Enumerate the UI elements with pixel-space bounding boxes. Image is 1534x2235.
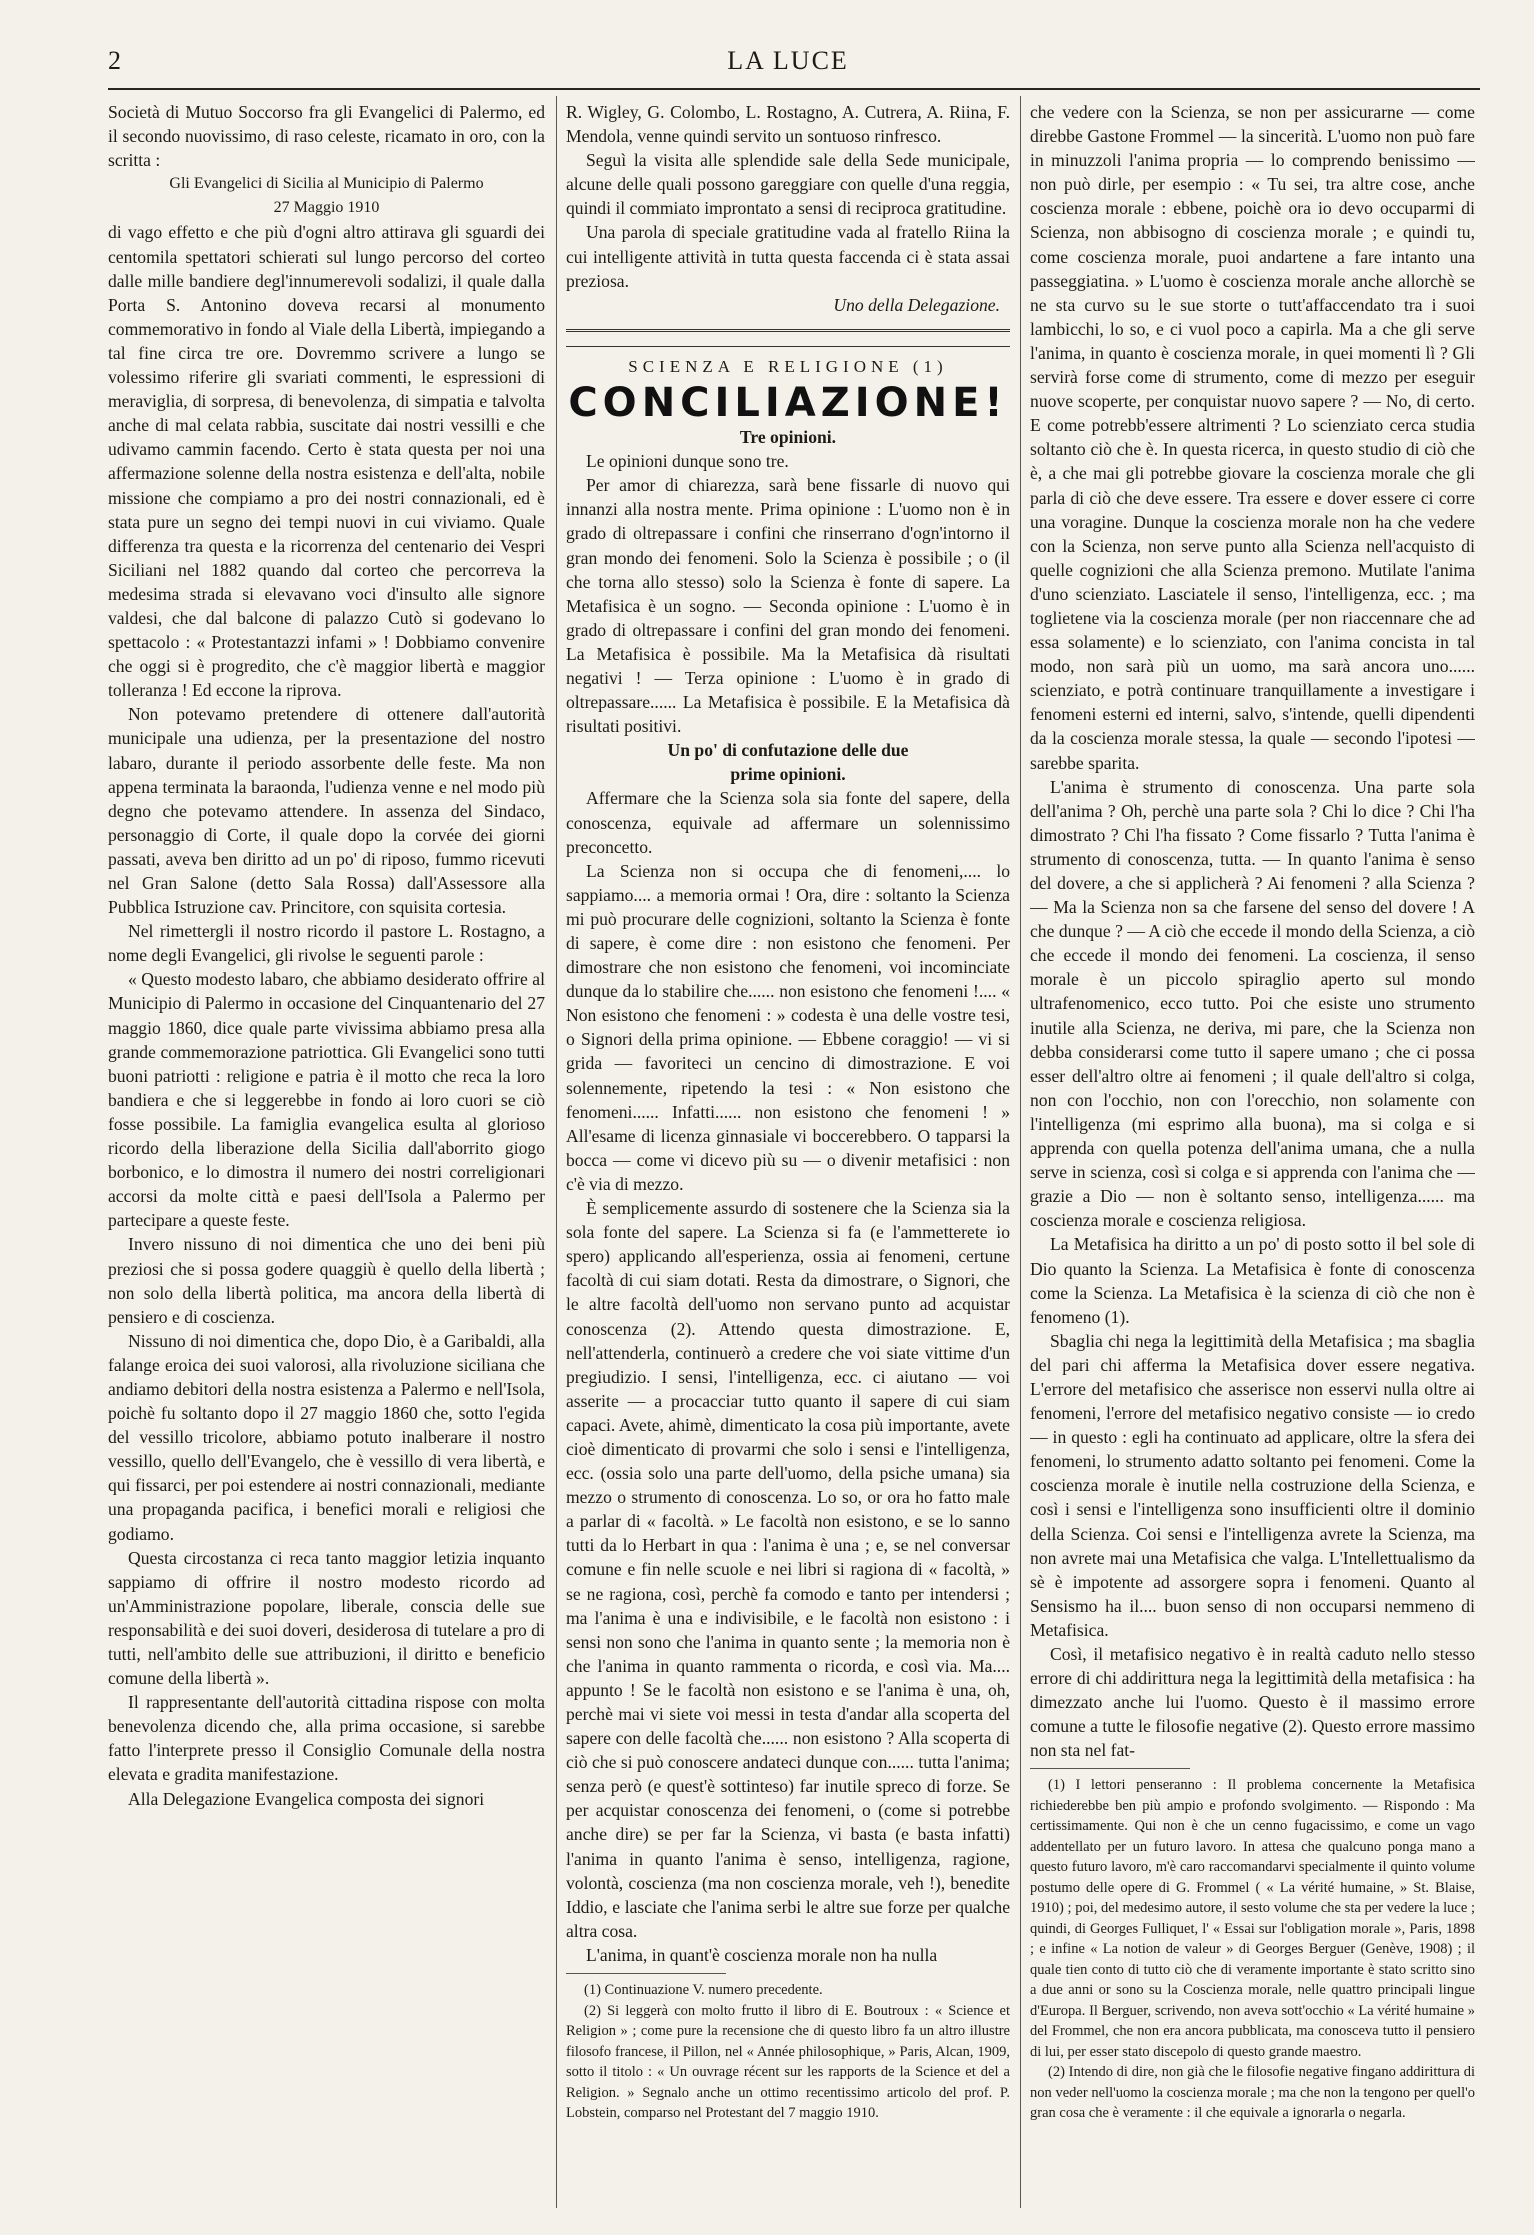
header-rule bbox=[108, 88, 1480, 90]
article-subhead: Un po' di confutazione delle due bbox=[667, 740, 909, 761]
column-1 bbox=[108, 100, 545, 2210]
article-paragraph: che vedere con la Scienza, se non per assicurarne — come direbbe Gastone Frommel — la sincerità. L'uomo non può fare in minuzzoli l'anima propria — lo comprendo benissimo — non può dirle, per esempio : « Tu sei, tra altre cose, anche coscienza morale : ebbene, poichè ora io devo occuparmi di Scienza, non abbisogno di coscienza morale ; e quindi tu, come coscienza morale, puoi andartene a fare intanto una passeggiatina. » L'uomo è coscienza morale anche allorchè se ne sta curvo su le sue storte o tutt'affaccendato tra i suoi lambicchi, lo so, e ci vuol poco a capirla. Ma a che gli serve l'anima, in quanto è coscienza morale, in quei momenti lì ? Gli servirà forse come di strumento, come di mezzo per eseguir nuove scoperte, per conquistar nuovo sapere ? — No, di certo. E come potrebb'essere altrimenti ? Lo scienziato cerca studia soltanto ciò che è. In questa ricerca, in questo studio di ciò che è, a che mai gli potrebbe giovare la coscienza morale che gli parla di ciò che deve essere. Tra essere e dover essere ci corre una voragine. Dunque la coscienza morale non ha che vedere con la Scienza, non serve punto alla Scienza nell'acquisto di quelle cognizioni che alla Scienza premono. Mutilate l'anima d'uno scienziato. Lasciatele il senso, l'intelligenza, ecc. ; ma toglietene via la coscienza morale (per non riaccennare che ad essa solamente) e lo scienziato, con l'anima concista in tal modo, non sarà più un uomo, ma sarà ancora uno...... scienziato, e potrà continuare tranquillamente a investigare i fenomeni esterni ed interni, salvo, s'intende, quelli dipendenti da la coscienza morale stessa, la quale — secondo l'ipotesi — sarebbe sparita. bbox=[1030, 102, 1475, 773]
article-paragraph: Il rappresentante dell'autorità cittadina rispose con molta benevolenza dicendo che, alla prima occasione, si sarebbe fatto l'interprete presso il Consiglio Comunale della nostra elevata e gradita manifestazione. bbox=[108, 1692, 545, 1785]
article-paragraph: « Questo modesto labaro, che abbiamo desiderato offrire al Municipio di Palermo in occasione del Cinquantenario del 27 maggio 1860, dice quale parte vivissima abbiamo presa alla grande commemorazione patriottica. Gli Evangelici sono tutti buoni patriotti : religione e patria è il motto che reca la loro bandiera e che si leggerebbe in fondo ai loro cuori se ciò fosse possibile. La famiglia evangelica esulta al glorioso ricordo della liberazione della Sicilia dall'aborrito giogo borbonico, e lo dimostra il numero dei nostri correligionari accorsi da molte città e paesi dell'Isola a Palermo per partecipare a queste feste. bbox=[108, 969, 545, 1231]
section-kicker: SCIENZA E RELIGIONE (1) bbox=[628, 356, 948, 376]
article-title: CONCILIAZIONE! bbox=[568, 379, 1008, 426]
article-paragraph: Questa circostanza ci reca tanto maggior letizia inquanto sappiamo di offrire il nostro modesto ricordo ad un'Amministrazione popolare, liberale, conscia delle sue responsabilità e dei suoi doveri, desiderosa di tutelare a pro di tutti, nell'ambito delle sue attribuzioni, il diritto e beneficio comune della libertà ». bbox=[108, 1547, 545, 1689]
article-paragraph: Alla Delegazione Evangelica composta dei signori bbox=[128, 1788, 485, 1809]
article-paragraph: Seguì la visita alle splendide sale della Sede municipale, alcune delle quali possono gareggiare con quelle d'una reggia, quindi il commiato improntato a sensi di reciproca gratitudine. bbox=[566, 150, 1010, 219]
article-paragraph: di vago effetto e che più d'ogni altro attirava gli sguardi dei centomila spettatori schierati sul lungo percorso del corteo dalle mille bandiere degl'innumerevoli sodalizi, il quale dalla Porta S. Antonino doveva recarsi al monumento commemorativo in fondo al Viale della Libertà, impiegando a tal fine circa tre ore. Dovremmo scrivere a lungo se volessimo riferire gli svariati commenti, le espressioni di meraviglia, di sorpresa, di benevolenza, di simpatia e talvolta anche di mal celata rabbia, suscitate dai nostri vessilli e che udivamo cammin facendo. Certo è stata questa per noi una affermazione solenne della nostra esistenza e dell'alta, nobile missione che compiamo a pro dei nostri connazionali, ed è stata pure un segno dei tempi nuovi in cui viviamo. Quale differenza tra questa e la ricorrenza del centenario dei Vespri Siciliani nel 1882 quando dal corteo che percorreva la medesima strada si elevavano voci d'insulto alle signore valdesi, che dal balcone di palazzo Cutò si godevano lo spettacolo : « Protestantazzi infami » ! Dobbiamo convenire che oggi si è progredito, che c'è maggior libertà e maggior tolleranza ! Ed eccone la riprova. bbox=[108, 222, 545, 701]
article-paragraph: Una parola di speciale gratitudine vada al fratello Riina la cui intelligente attività in tutta questa faccenda ci è stata assai preziosa. bbox=[566, 222, 1010, 291]
banner-inscription-date: 27 Maggio 1910 bbox=[273, 199, 380, 217]
article-paragraph: Le opinioni dunque sono tre. bbox=[586, 451, 789, 472]
article-paragraph: La Metafisica ha diritto a un po' di posto sotto il bel sole di Dio quanto la Scienza. La Metafisica è fonte di conoscenza come la Scienza. La Metafisica è la scienza di ciò che non è fenomeno (1). bbox=[1030, 1234, 1475, 1327]
footnotes bbox=[1030, 1775, 1475, 2124]
article-paragraph: Sbaglia chi nega la legittimità della Metafisica ; ma sbaglia del pari chi afferma la Metafisica dover essere negativa. L'errore del metafisico che asserisce non esservi nulla oltre ai fenomeni, l'errore del metafisico negativo consiste — io credo — in questo : egli ha continuato ad applicare, oltre la sfera dei fenomeni, lo strumento adatto soltanto pei fenomeni. Come la coscienza morale è inutile nella costruzione della Scienza, e così i sensi e l'intelligenza sono insufficienti oltre il dominio della Scienza. Coi sensi e l'intelligenza avrete la Scienza, ma non avrete mai una Metafisica che valga. L'Intellettualismo da sè è impotente ad assorgere sopra i fenomeni. Quanto al Sensismo ha il.... buon senso di non occuparsi nemmeno di Metafisica. bbox=[1030, 1330, 1475, 1640]
column-3 bbox=[1030, 100, 1475, 2210]
article-paragraph: È semplicemente assurdo di sostenere che la Scienza sia la sola fonte del sapere. La Scienza si fa (e l'ammetterete io spero) applicando all'esperienza, ossia ai fenomeni, certune facoltà di cui siam dotati. Resta da dimostrare, o Signori, che le altre facoltà dell'uomo non servano punto ad acquistar conoscenza (2). Attendo questa dimostrazione. E, nell'attenderla, continuerò a credere che voi siate vittime d'un pregiudizio. I sensi, l'intelligenza, ecc. ci aiutano — voi asserite — a procacciar tutto quanto il sapere di cui siam capaci. Avete, ahimè, dimenticato la cosa più importante, avete cioè dimenticato di provarmi che solo i sensi e l'intelligenza, ecc. (ossia solo una parte dell'uomo, della psiche umana) sia mezzo o strumento di conoscenza. Lo so, or ora ho fatto male a parlar di « facoltà. » Le facoltà non esistono, e se lo sanno tutti da lo Herbart in qua : l'anima è una ; e, se nel conversar comune e fin nelle scuole e nei libri si ragiona di « facoltà, » se ne ragiona, così, perchè fa comodo e tanto per intendersi ; ma l'anima è una e indivisibile, e le facoltà non esistono : i sensi non sono che l'anima in quanto sente ; la memoria non è che l'anima in quanto rammenta o ricorda, e così via. Ma.... appunto ! Se le facoltà non esistono e se l'anima è una, oh, perchè mai vi siete voi messi in testa d'andar alla scoperta del sapere con delle facoltà che...... non esistono ? Alla scoperta di ciò che si può conoscere andateci dunque con...... tutta l'anima; senza però (e quest'è sottinteso) far inutile spreco di forze. Se per acquistar conoscenza dei fenomeni, o (come si potrebbe anche dire) se per far la Scienza, vi basta (e basta infatti) l'anima in quanto l'anima è senso, intelligenza, ragione, volontà, coscienza (ma non coscienza morale, veh !), benedite Iddio, e lasciate che l'anima serbi le altre sue forze per qualche altra cosa. bbox=[566, 1198, 1010, 1941]
footnote: (1) Continuazione V. numero precedente. bbox=[584, 1982, 823, 1999]
article-paragraph: L'anima è strumento di conoscenza. Una parte sola dell'anima ? Oh, perchè una parte sola ? Chi lo dice ? Chi l'ha dimostrato ? Chi l'ha fissato ? Come fissarlo ? Tutta l'anima è strumento di conoscenza, tutta. — In quanto l'anima è senso del dovere, a che si applicherà ? Ai fenomeni ? alla Scienza ? — Ma la Scienza non sa che farsene del senso del dovere ! A che dunque ? — A ciò che eccede il mondo della Scienza, a ciò che eccede il mondo dei fenomeni. La coscienza, il senso morale è un piccolo spiraglio aperto sul mondo ultrafenomenico, ecco tutto. Poi che esiste uno strumento inutile alla Scienza, ne deriva, mi pare, che la Scienza non debba considerarsi come tutto il sapere umano ; che ci possa esser dell'altro oltre ai fenomeni ; il quale dell'altro si colga, non con l'occhio, non con l'orecchio, non solamente con l'intelligenza (mi esprimo alla buona), ma si colga e si apprenda con quella potenza dell'anima umana, che a nulla serve in scienza, così si colga e si apprenda con l'anima che — grazie a Dio — non è soltanto senso, intelligenza...... ma coscienza morale e coscienza religiosa. bbox=[1030, 776, 1475, 1231]
article-paragraph: Nel rimettergli il nostro ricordo il pastore L. Rostagno, a nome degli Evangelici, gli rivolse le seguenti parole : bbox=[108, 921, 545, 966]
column-2 bbox=[566, 100, 1010, 2210]
article-paragraph: Affermare che la Scienza sola sia fonte del sapere, della conoscenza, equivale ad affermare un solennissimo preconcetto. bbox=[566, 788, 1010, 857]
page-header bbox=[108, 40, 1468, 82]
article-paragraph: Invero nissuno di noi dimentica che uno dei beni più preziosi che si possa godere quaggiù è quello della libertà ; non solo della libertà politica, ma ancora della libertà di pensiero e di coscienza. bbox=[108, 1234, 545, 1327]
footnote: (2) Si leggerà con molto frutto il libro di E. Boutroux : « Science et Religion » ; come pure la recensione che di questo libro fa un altro illustre filosofo francese, il Pillon, nel « Année philosophique, » Paris, Alcan, 1909, sotto il titolo : « Un ouvrage récent sur les rapports de la Science et del a Religion. » Segnalo anche un ottimo recentissimo articolo del prof. P. Lobstein, comparso nel Protestant del 7 maggio 1910. bbox=[566, 2002, 1010, 2122]
footnote: (2) Intendo di dire, non già che le filosofie negative fingano addirittura di non veder nell'uomo la coscienza morale ; ma che non la tengono per quell'o gran cosa che è veramente : il che equivale a ignorarla o negarla. bbox=[1030, 2064, 1475, 2122]
footnote: (1) I lettori penseranno : Il problema concernente la Metafisica richiederebbe ben più ampio e profondo svolgimento. — Rispondo : Ma certissimamente. Qui non è che un cenno fugacissimo, e come un vago addentellato per un futuro lavoro. In attesa che qualcuno ponga mano a questo futuro lavoro, m'è caro raccomandarvi specialmente il quinto volume postumo delle opere di G. Frommel ( « La vérité humaine, » St. Blaise, 1910) ; poi, del medesimo autore, il sesto volume che sta per vedere la luce ; quindi, di Georges Fulliquet, l' « Essai sur l'obligation morale », Paris, 1898 ; e infine « La notion de valeur » di Georges Berguer (Genève, 1908) ; il quale tien conto di tutto ciò che di veramente importante è stato scritto sino a due anni or sono su la Coscienza morale, nelle quattro principali lingue d'Europa. Il Berguer, scrivendo, non aveva sott'occhio « La vérité humaine » del Frommel, che non era ancora pubblicata, ma conosceva tutto il pensiero di lui, per esser stato discepolo di questo grande maestro. bbox=[1030, 1777, 1475, 2060]
footnote-rule bbox=[566, 1973, 726, 1974]
article-paragraph: R. Wigley, G. Colombo, L. Rostagno, A. Cutrera, A. Riina, F. Mendola, venne quindi servito un sontuoso rinfresco. bbox=[566, 102, 1010, 147]
article-paragraph: L'anima, in quant'è coscienza morale non ha nulla bbox=[586, 1944, 938, 1965]
article-subhead-continued: prime opinioni. bbox=[730, 764, 846, 785]
footnote-rule bbox=[1030, 1768, 1190, 1769]
section-divider bbox=[566, 329, 1010, 347]
article-paragraph: Società di Mutuo Soccorso fra gli Evangelici di Palermo, ed il secondo nuovissimo, di raso celeste, ricamato in oro, con la scritta : bbox=[108, 102, 545, 171]
article-paragraph: Così, il metafisico negativo è in realtà caduto nello stesso errore di chi addirittura nega la legittimità della metafisica : ha dimezzato anche lui l'uomo. Questo è il massimo errore comune a tutte le filosofie negative (2). Questo errore massimo non sta nel fat- bbox=[1030, 1644, 1475, 1761]
paper-title: LA LUCE bbox=[727, 46, 849, 75]
page-number: 2 bbox=[108, 46, 121, 75]
article-paragraph: Per amor di chiarezza, sarà bene fissarle di nuovo qui innanzi alla nostra mente. Prima opinione : L'uomo non è in grado di oltrepassare i confini che rinserrano d'ogn'intorno il gran mondo dei fenomeni. Solo la Scienza è possibile ; o (il che torna allo stesso) solo la Scienza è fonte di sapere. La Metafisica è un sogno. — Seconda opinione : L'uomo è in grado di oltrepassare i confini del gran mondo dei fenomeni. La Metafisica è possibile. Ma la Metafisica dà risultati negativi ! — Terza opinione : L'uomo è in grado di oltrepassare...... La Metafisica è possibile. E la Metafisica dà risultati positivi. bbox=[566, 475, 1010, 737]
footnotes bbox=[566, 1980, 1010, 2124]
column-divider-2 bbox=[1020, 96, 1021, 2208]
article-signature: Uno della Delegazione. bbox=[833, 294, 1000, 315]
article-subhead: Tre opinioni. bbox=[739, 427, 837, 448]
article-paragraph: Nissuno di noi dimentica che, dopo Dio, è a Garibaldi, alla falange eroica dei suoi valorosi, alla rivoluzione siciliana che andiamo debitori della nostra esistenza a Palermo e nell'Isola, poichè fu soltanto dopo il 27 maggio 1860 che, sotto l'egida del vessillo tricolore, abbiamo potuto inalberare il nostro vessillo, quello dell'Evangelo, che è vessillo di vera libertà, e qui fissarci, per poi estendere ai nostri connazionali, mediante una propaganda pacifica, i benefici morali e religiosi che godiamo. bbox=[108, 1330, 545, 1544]
banner-inscription: Gli Evangelici di Sicilia al Municipio di Palermo bbox=[169, 175, 484, 193]
column-divider-1 bbox=[556, 96, 557, 2208]
article-paragraph: Non potevamo pretendere di ottenere dall'autorità municipale una udienza, per la presentazione del nostro labaro, durante il periodo assorbente delle feste. Ma non appena terminata la baraonda, l'udienza venne e nel modo più degno che potevamo attendere. In assenza del Sindaco, personaggio di Corte, il quale dopo la corvée dei giorni passati, aveva ben diritto ad un po' di riposo, fummo ricevuti nel Gran Salone (detto Sala Rossa) dall'Assessore alla Pubblica Istruzione cav. Princitore, con squisita cortesia. bbox=[108, 704, 545, 918]
article-paragraph: La Scienza non si occupa che di fenomeni,.... lo sappiamo.... a memoria ormai ! Ora, dire : soltanto la Scienza mi può procurare delle cognizioni, soltanto la Scienza è fonte di sapere, è come dire : non esistono che fenomeni. Per dimostrare che non esistono che fenomeni, voi incominciate dunque da lo stabilire che...... non esistono che fenomeni !.... « Non esistono che fenomeni : » codesta è una delle vostre tesi, o Signori della prima opinione. — Ebbene coraggio! — vi si grida — favoriteci un cencino di dimostrazione. E voi solennemente, ripetendo la tesi : « Non esistono che fenomeni...... Infatti...... non esistono che fenomeni ! » All'esame di licenza ginnasiale vi boccerebbero. O tapparsi la bocca — come vi dicevo più su — o divenir metafisici : non c'è via di mezzo. bbox=[566, 860, 1010, 1194]
